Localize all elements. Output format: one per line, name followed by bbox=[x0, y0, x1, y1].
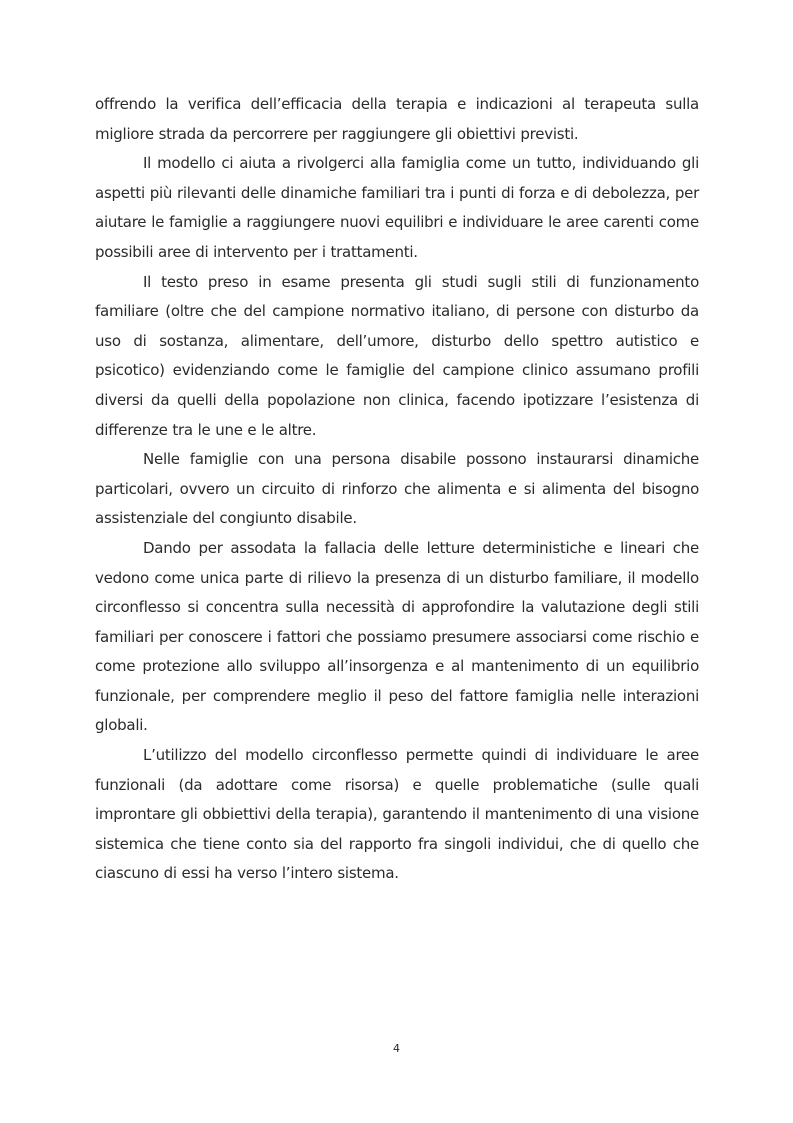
paragraph-2: Il modello ci aiuta a rivolgerci alla famiglia come un tutto, individuando gli aspetti più rilevanti delle dinamiche familiari tra i punti di forza e di debolezza, per aiutare le famiglie a raggiungere nuovi equilibri e individuare le aree carenti come possibili aree di intervento per i trattamenti. bbox=[95, 154, 699, 261]
page-number: 4 bbox=[393, 1042, 400, 1055]
body-text bbox=[95, 90, 699, 889]
paragraph-5: Dando per assodata la fallacia delle letture deterministiche e lineari che vedono come unica parte di rilievo la presenza di un disturbo familiare, il modello circonflesso si concentra sulla necessità di approfondire la valutazione degli stili familiari per conoscere i fattori che possiamo presumere associarsi come rischio e come protezione allo sviluppo all’insorgenza e al mantenimento di un equilibrio funzionale, per comprendere meglio il peso del fattore famiglia nelle interazioni globali. bbox=[95, 538, 699, 735]
paragraph-4: Nelle famiglie con una persona disabile possono instaurarsi dinamiche particolari, ovvero un circuito di rinforzo che alimenta e si alimenta del bisogno assistenziale del congiunto disabile. bbox=[95, 450, 699, 528]
paragraph-3: Il testo preso in esame presenta gli studi sugli stili di funzionamento familiare (oltre che del campione normativo italiano, di persone con disturbo da uso di sostanza, alimentare, dell’umore, disturbo dello spettro autistico e psicotico) evidenziando come le famiglie del campione clinico assumano profili diversi da quelli della popolazione non clinica, facendo ipotizzare l’esistenza di differenze tra le une e le altre. bbox=[95, 272, 699, 439]
paragraph-1: offrendo la verifica dell’efficacia della terapia e indicazioni al terapeuta sulla migliore strada da percorrere per raggiungere gli obiettivi previsti. bbox=[95, 95, 699, 143]
paragraph-6: L’utilizzo del modello circonflesso permette quindi di individuare le aree funzionali (da adottare come risorsa) e quelle problematiche (sulle quali improntare gli obbiettivi della terapia), garantendo il mantenimento di una visione sistemica che tiene conto sia del rapporto fra singoli individui, che di quello che ciascuno di essi ha verso l’intero sistema. bbox=[95, 746, 699, 883]
